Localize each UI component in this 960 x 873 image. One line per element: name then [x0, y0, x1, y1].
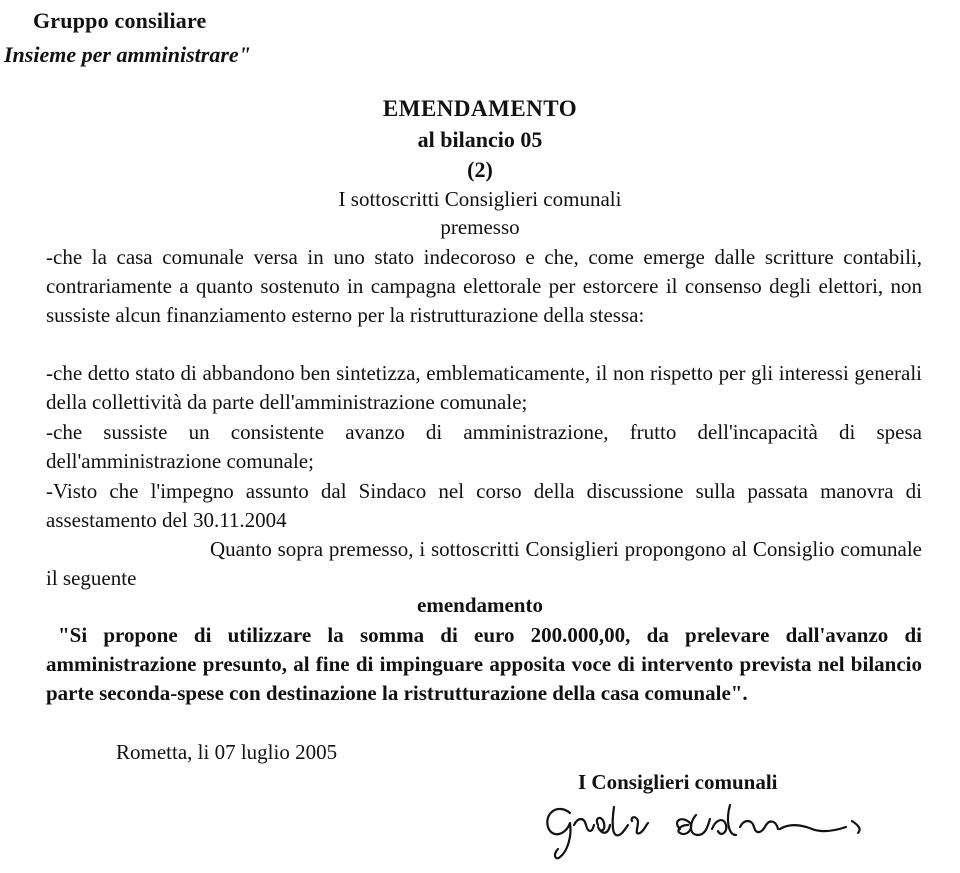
signers-intro: I sottoscritti Consiglieri comunali [338, 187, 622, 211]
premise-paragraph: -che detto stato di abbandono ben sintetizza, emblematicamente, il non rispetto per gli interessi generali della collettività da parte dell'amministrazione comunale; [46, 361, 922, 414]
premise-paragraph: -che la casa comunale versa in uno stato indecoroso e che, come emerge dalle scritture contabili, contrariamente a quanto sostenuto in campagna elettorale per estorcere il consenso degli elettori, non sussiste alcun finanziamento esterno per la ristrutturazione della stessa: [46, 245, 922, 327]
document-subtitle: al bilancio 05 [417, 127, 543, 152]
premesso-heading: premesso [440, 215, 520, 239]
emendamento-heading: emendamento [417, 593, 543, 617]
group-motto: Insieme per amministrare" [4, 42, 251, 67]
handwritten-signature [540, 795, 890, 865]
document-title: EMENDAMENTO [382, 96, 578, 121]
signers-label: I Consiglieri comunali [578, 770, 778, 794]
proposal-paragraph: "Si propone di utilizzare la somma di euro 200.000,00, da prelevare dall'avanzo di amministrazione presunto, al fine di impinguare apposita voce di intervento prevista nel bilancio parte seconda-spese con destinazione la ristrutturazione della casa comunale". [46, 623, 922, 705]
group-name: Gruppo consiliare [33, 8, 207, 33]
conclusion-paragraph: Quanto sopra premesso, i sottoscritti Consiglieri propongono al Consiglio comunale il seguente [46, 537, 922, 590]
signature-icon [540, 795, 890, 865]
premise-paragraph: -Visto che l'impegno assunto dal Sindaco nel corso della discussione sulla passata manovra di assestamento del 30.11.2004 [46, 479, 922, 532]
premise-paragraph: -che sussiste un consistente avanzo di amministrazione, frutto dell'incapacità di spesa dell'amministrazione comunale; [46, 420, 922, 473]
amendment-number: (2) [467, 157, 493, 182]
place-date: Rometta, li 07 luglio 2005 [116, 740, 338, 764]
